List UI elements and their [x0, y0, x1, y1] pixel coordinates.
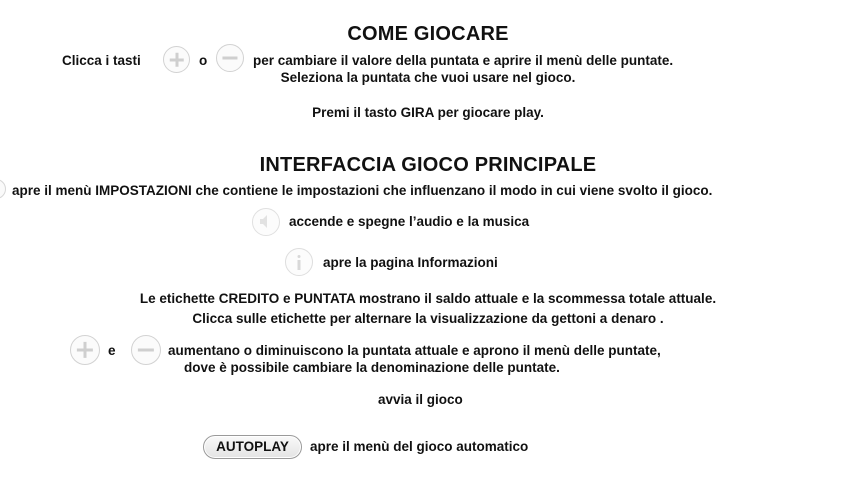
bet-description-line2: dove è possibile cambiare la denominazione delle puntate. [184, 360, 560, 375]
bet-buttons-and: e [108, 343, 116, 358]
audio-description: accende e spegne l’audio e la musica [289, 214, 530, 229]
how-to-play-line1-suffix: per cambiare il valore della puntata e aprire il menù delle puntate. [253, 53, 674, 68]
plus-icon [70, 335, 100, 365]
interface-title: INTERFACCIA GIOCO PRINCIPALE [259, 154, 597, 176]
how-to-play-title: COME GIOCARE [347, 23, 509, 45]
autoplay-button: AUTOPLAY [203, 435, 302, 459]
speaker-icon [252, 208, 280, 236]
info-icon [285, 248, 313, 276]
minus-icon [131, 335, 161, 365]
labels-description-line2: Clicca sulle etichette per alternare la visualizzazione da gettoni a denaro . [192, 311, 664, 326]
how-to-play-line2: Seleziona la puntata che vuoi usare nel gioco. [280, 70, 576, 85]
bet-description-line1: aumentano o diminuiscono la puntata attuale e aprono il menù delle puntate, [168, 343, 661, 358]
spin-description: avvia il gioco [378, 392, 463, 407]
settings-description: apre il menù IMPOSTAZIONI che contiene le impostazioni che influenzano il modo in cui viene svolto il gioco. [12, 183, 713, 198]
labels-description-line1: Le etichette CREDITO e PUNTATA mostrano il saldo attuale e la scommessa totale attuale. [139, 291, 717, 306]
how-to-play-line3: Premi il tasto GIRA per giocare play. [312, 105, 544, 120]
how-to-play-line1-prefix: Clicca i tasti [62, 53, 141, 68]
autoplay-description: apre il menù del gioco automatico [310, 439, 529, 454]
gear-icon [0, 179, 6, 199]
how-to-play-line1-or: o [199, 53, 208, 68]
minus-icon [216, 44, 244, 72]
info-description: apre la pagina Informazioni [323, 255, 498, 270]
